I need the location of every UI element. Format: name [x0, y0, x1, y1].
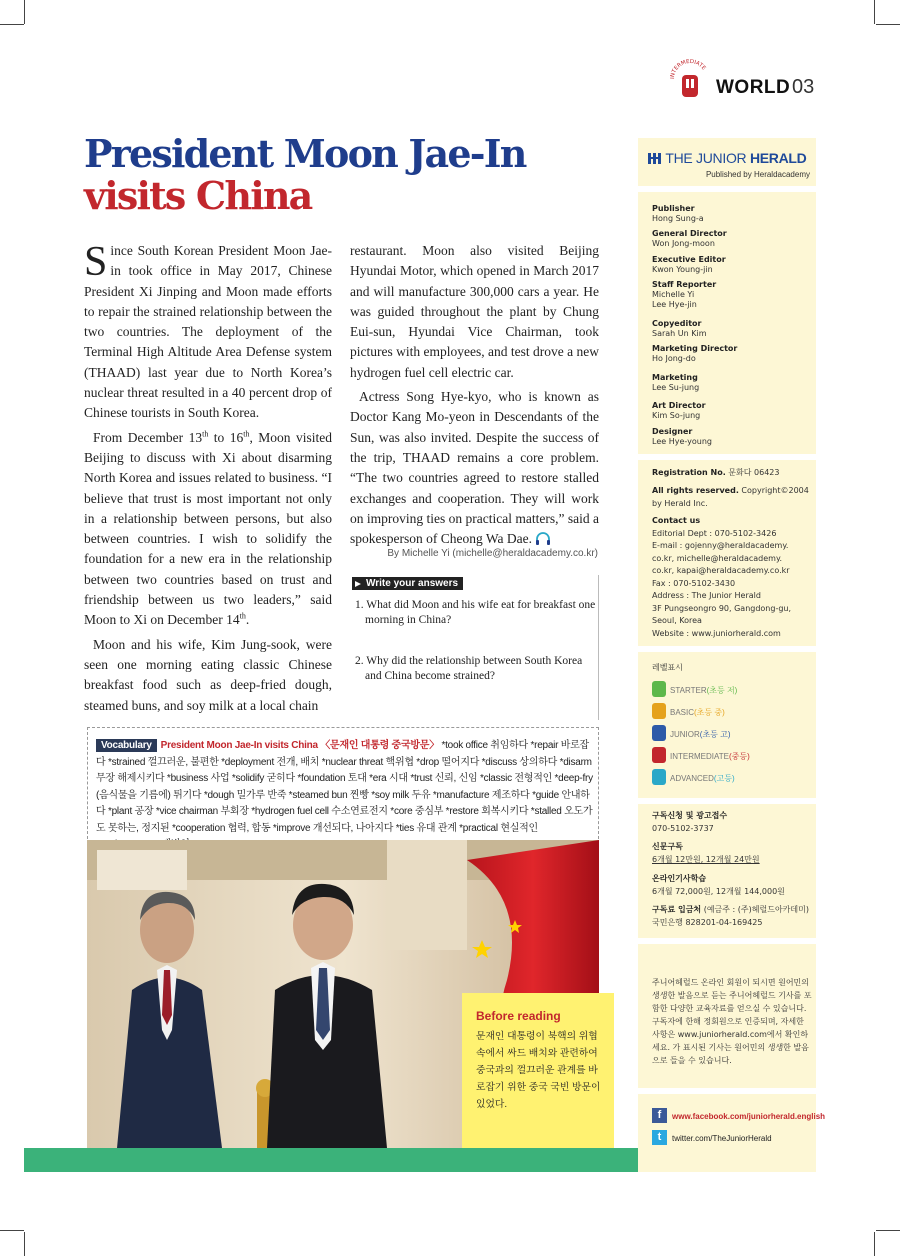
junior-herald-logo: THE JUNIOR HERALD [648, 150, 806, 166]
article-column-1 [84, 241, 332, 716]
masthead-sidebar [638, 138, 826, 1172]
article-title [84, 133, 604, 217]
staff-marketing: Marketing Lee Su-jung [652, 373, 700, 392]
starter-icon [652, 681, 666, 697]
section-title: WORLD [716, 77, 791, 98]
question-1: 1. What did Moon and his wife eat for breakfast one morning in China? [355, 599, 596, 626]
intermediate-level-icon [668, 55, 712, 105]
staff-reporter: Staff Reporter Michelle Yi Lee Hye-jin [652, 280, 717, 309]
crop-mark [0, 24, 24, 25]
level-starter: STARTER(초등 저) [652, 681, 802, 697]
advanced-icon [652, 769, 666, 785]
online-subscription: 온라인기사학습 6개월 72,000원, 12개월 144,000원 [652, 874, 785, 896]
staff-executive-editor: Executive Editor Kwon Young-jin [652, 255, 726, 274]
title-line-1: President Moon Jae-In [84, 131, 526, 176]
badge-text: INTERMEDIATE [669, 58, 707, 80]
footer-bar [24, 1148, 638, 1172]
vocabulary-text: *took office 취임하다 *repair 바로잡다 *strained 껄끄러운, 불편한 *deployment 전개, 배치 *nuclear threat 핵위협 *drop 떨어지다 *discuss 상의하다 *disarm 무장 해제시키다 *business 사업 *solidify 굳히다 *foundation 토대 *era 시대 *trust 신뢰, 신임 *classic 전형적인 *deep-fry (음식물을 기름에) 튀기다 *dough 밀가루 반죽 *steamed bun 찐빵 *soy milk 두유 *manufacture 제조하다 *guide 안내하다 *plant 공장 *vice chairman 부회장 *hydrogen fuel cell 수소연료전지 *core 중심부 *restore 회복시키다 *stalled 오도가도 못하는, 정지된 *cooperation 협력, 합동 *improve 개선되다, 나아지다 *ties 유대 관계 *practical 현실적인 [96, 740, 593, 834]
crop-mark [24, 0, 25, 24]
before-reading-text: 문재인 대통령이 북핵의 위협속에서 싸드 배치와 관련하여 중국과의 껄끄러운 관계를 바로잡기 위한 중국 국빈 방문이 있었다. [476, 1031, 601, 1110]
paragraph-1: Since South Korean President Moon Jae-in took office in May 2017, Chinese President Xi Jinping and Moon made efforts to repair the strained relationship between the two countries. The deployment of the Terminal High Altitude Area Defense system (THAAD) last year due to North Korea’s nuclear threat resulted in a 40 percent drop of Chinese tourists in South Korea. [84, 239, 332, 421]
staff-copyeditor: Copyeditor Sarah Un Kim [652, 319, 707, 338]
subscription-info: 구독신청 및 광고접수 070-5102-3737 [652, 811, 728, 833]
level-basic: BASIC(초등 중) [652, 703, 802, 719]
paragraph-4: Actress Song Hye-kyo, who is known as Doctor Kang Mo-yeon in Descendants of the Sun, was also invited. Despite the success of the trip, THAAD remains a core problem. “The two countries agreed to restore stalled exchanges and cooperation. They will work on improving ties on practical matters,” said a spokesperson of Cheong Wa Dae. [350, 389, 599, 547]
paper-subscription: 신문구독 6개월 12만원, 12개월 24만원 [652, 842, 760, 864]
page-number: 03 [792, 76, 815, 98]
title-line-2: visits China [84, 173, 312, 218]
staff-general-director: General Director Won Jong-moon [652, 229, 727, 248]
before-reading-box [462, 993, 614, 1149]
page-header [668, 55, 828, 105]
questions-box [347, 575, 599, 720]
contact: Contact us Editorial Dept : 070-5102-3426 E-mail : gojenny@heraldacademy. co.kr, michelle@heraldacademy. co.kr, kapai@heraldacademy.co.kr Fax : 070-5102-3430 Address : The Junior Herald 3F Pungseongro 90, Gangdong-gu, Seoul, Korea Website : www.juniorherald.com [652, 516, 792, 638]
staff-publisher: Publisher Hong Sung-a [652, 204, 704, 223]
staff-designer: Designer Lee Hye-young [652, 427, 712, 446]
crop-mark [24, 1232, 25, 1256]
vocabulary-tag: Vocabulary [96, 739, 157, 752]
before-reading-title: Before reading [476, 1009, 561, 1023]
twitter-link[interactable]: t twitter.com/TheJuniorHerald [652, 1130, 817, 1148]
junior-icon [652, 725, 666, 741]
crop-mark [876, 1230, 900, 1231]
rights: All rights reserved. Copyright©2004 by Herald Inc. [652, 486, 809, 508]
basic-icon [652, 703, 666, 719]
divider [638, 798, 816, 804]
membership-note: 주니어헤럴드 온라인 회원이 되시면 원어민의 생생한 발음으로 듣는 주니어헤럴드 기사를 포함한 다양한 교육자료를 얻으실 수 있습니다. 구독자에 한해 정회원으로 인증되며, 자세한 사항은 www.juniorherald.com에서 확인하세요. 가 표시된 기사는 원어민의 생생한 발음으로 들을 수 있습니다. [652, 978, 812, 1065]
published-by: Published by Heraldacademy [705, 170, 810, 179]
twitter-icon: t [652, 1130, 667, 1145]
paragraph-2: From December 13th to 16th, Moon visited Beijing to discuss with Xi about disarming North Korea and issues related to business. “I believe that trust is most important not only in a relationship between persons, but also between countries. I wish to solidify the foundation for a new era in the relationship between two countries based on trust and friendship between us two leaders,” said Moon to Xi on December 14th. [84, 429, 332, 628]
crop-mark [0, 1230, 24, 1231]
facebook-link[interactable]: f www.facebook.com/juniorherald.english [652, 1108, 817, 1126]
staff-art-director: Art Director Kim So-jung [652, 401, 706, 420]
crop-mark [874, 1232, 875, 1256]
divider [638, 938, 816, 944]
paragraph-3: Moon and his wife, Kim Jung-sook, were seen one morning eating classic Chinese breakfast food such as deep-fried dough, steamed buns, and soy milk at a local chain [84, 636, 332, 713]
newspaper-logo-icon [648, 153, 662, 164]
website-link[interactable]: Website : www.juniorherald.com [652, 628, 781, 638]
headphones-icon [535, 532, 551, 545]
staff-marketing-director: Marketing Director Ho Jong-do [652, 344, 738, 363]
divider [638, 1088, 816, 1094]
level-heading: 레벨표시 [652, 663, 683, 672]
article-column-2 [350, 241, 599, 549]
payment-account: 구독료 입금처 (예금주 : (주)헤럴드아카데미) 국민은행 828201-04-169425 [652, 905, 809, 927]
level-intermediate: INTERMEDIATE(중등) [652, 747, 802, 763]
level-advanced: ADVANCED(고등) [652, 769, 802, 785]
facebook-icon: f [652, 1108, 667, 1123]
registration: Registration No. 문화다 06423 [652, 468, 780, 477]
vocabulary-title: President Moon Jae-In visits China 〈문재인 대통령 중국방문〉 [160, 740, 439, 751]
vocabulary-box [87, 727, 599, 839]
byline: By Michelle Yi (michelle@heraldacademy.co.kr) [387, 548, 598, 559]
level-junior: JUNIOR(초등 고) [652, 725, 802, 741]
question-2: 2. Why did the relationship between South Korea and China become strained? [355, 655, 583, 682]
drop-cap: S [84, 239, 108, 285]
crop-mark [874, 0, 875, 24]
paragraph-3-cont: restaurant. Moon also visited Beijing Hyundai Motor, which opened in March 2017 and will manufacture 300,000 cars a year. He was guided throughout the plant by Chung Eui-sun, Hyundai Vice Chairman, took pictures with employees, and test drove a new hydrogen fuel cell electric car. [350, 243, 599, 380]
intermediate-icon [652, 747, 666, 763]
questions-tag: Write your answers [352, 577, 463, 590]
divider [638, 186, 816, 192]
divider [638, 454, 816, 460]
divider [638, 646, 816, 652]
crop-mark [876, 24, 900, 25]
